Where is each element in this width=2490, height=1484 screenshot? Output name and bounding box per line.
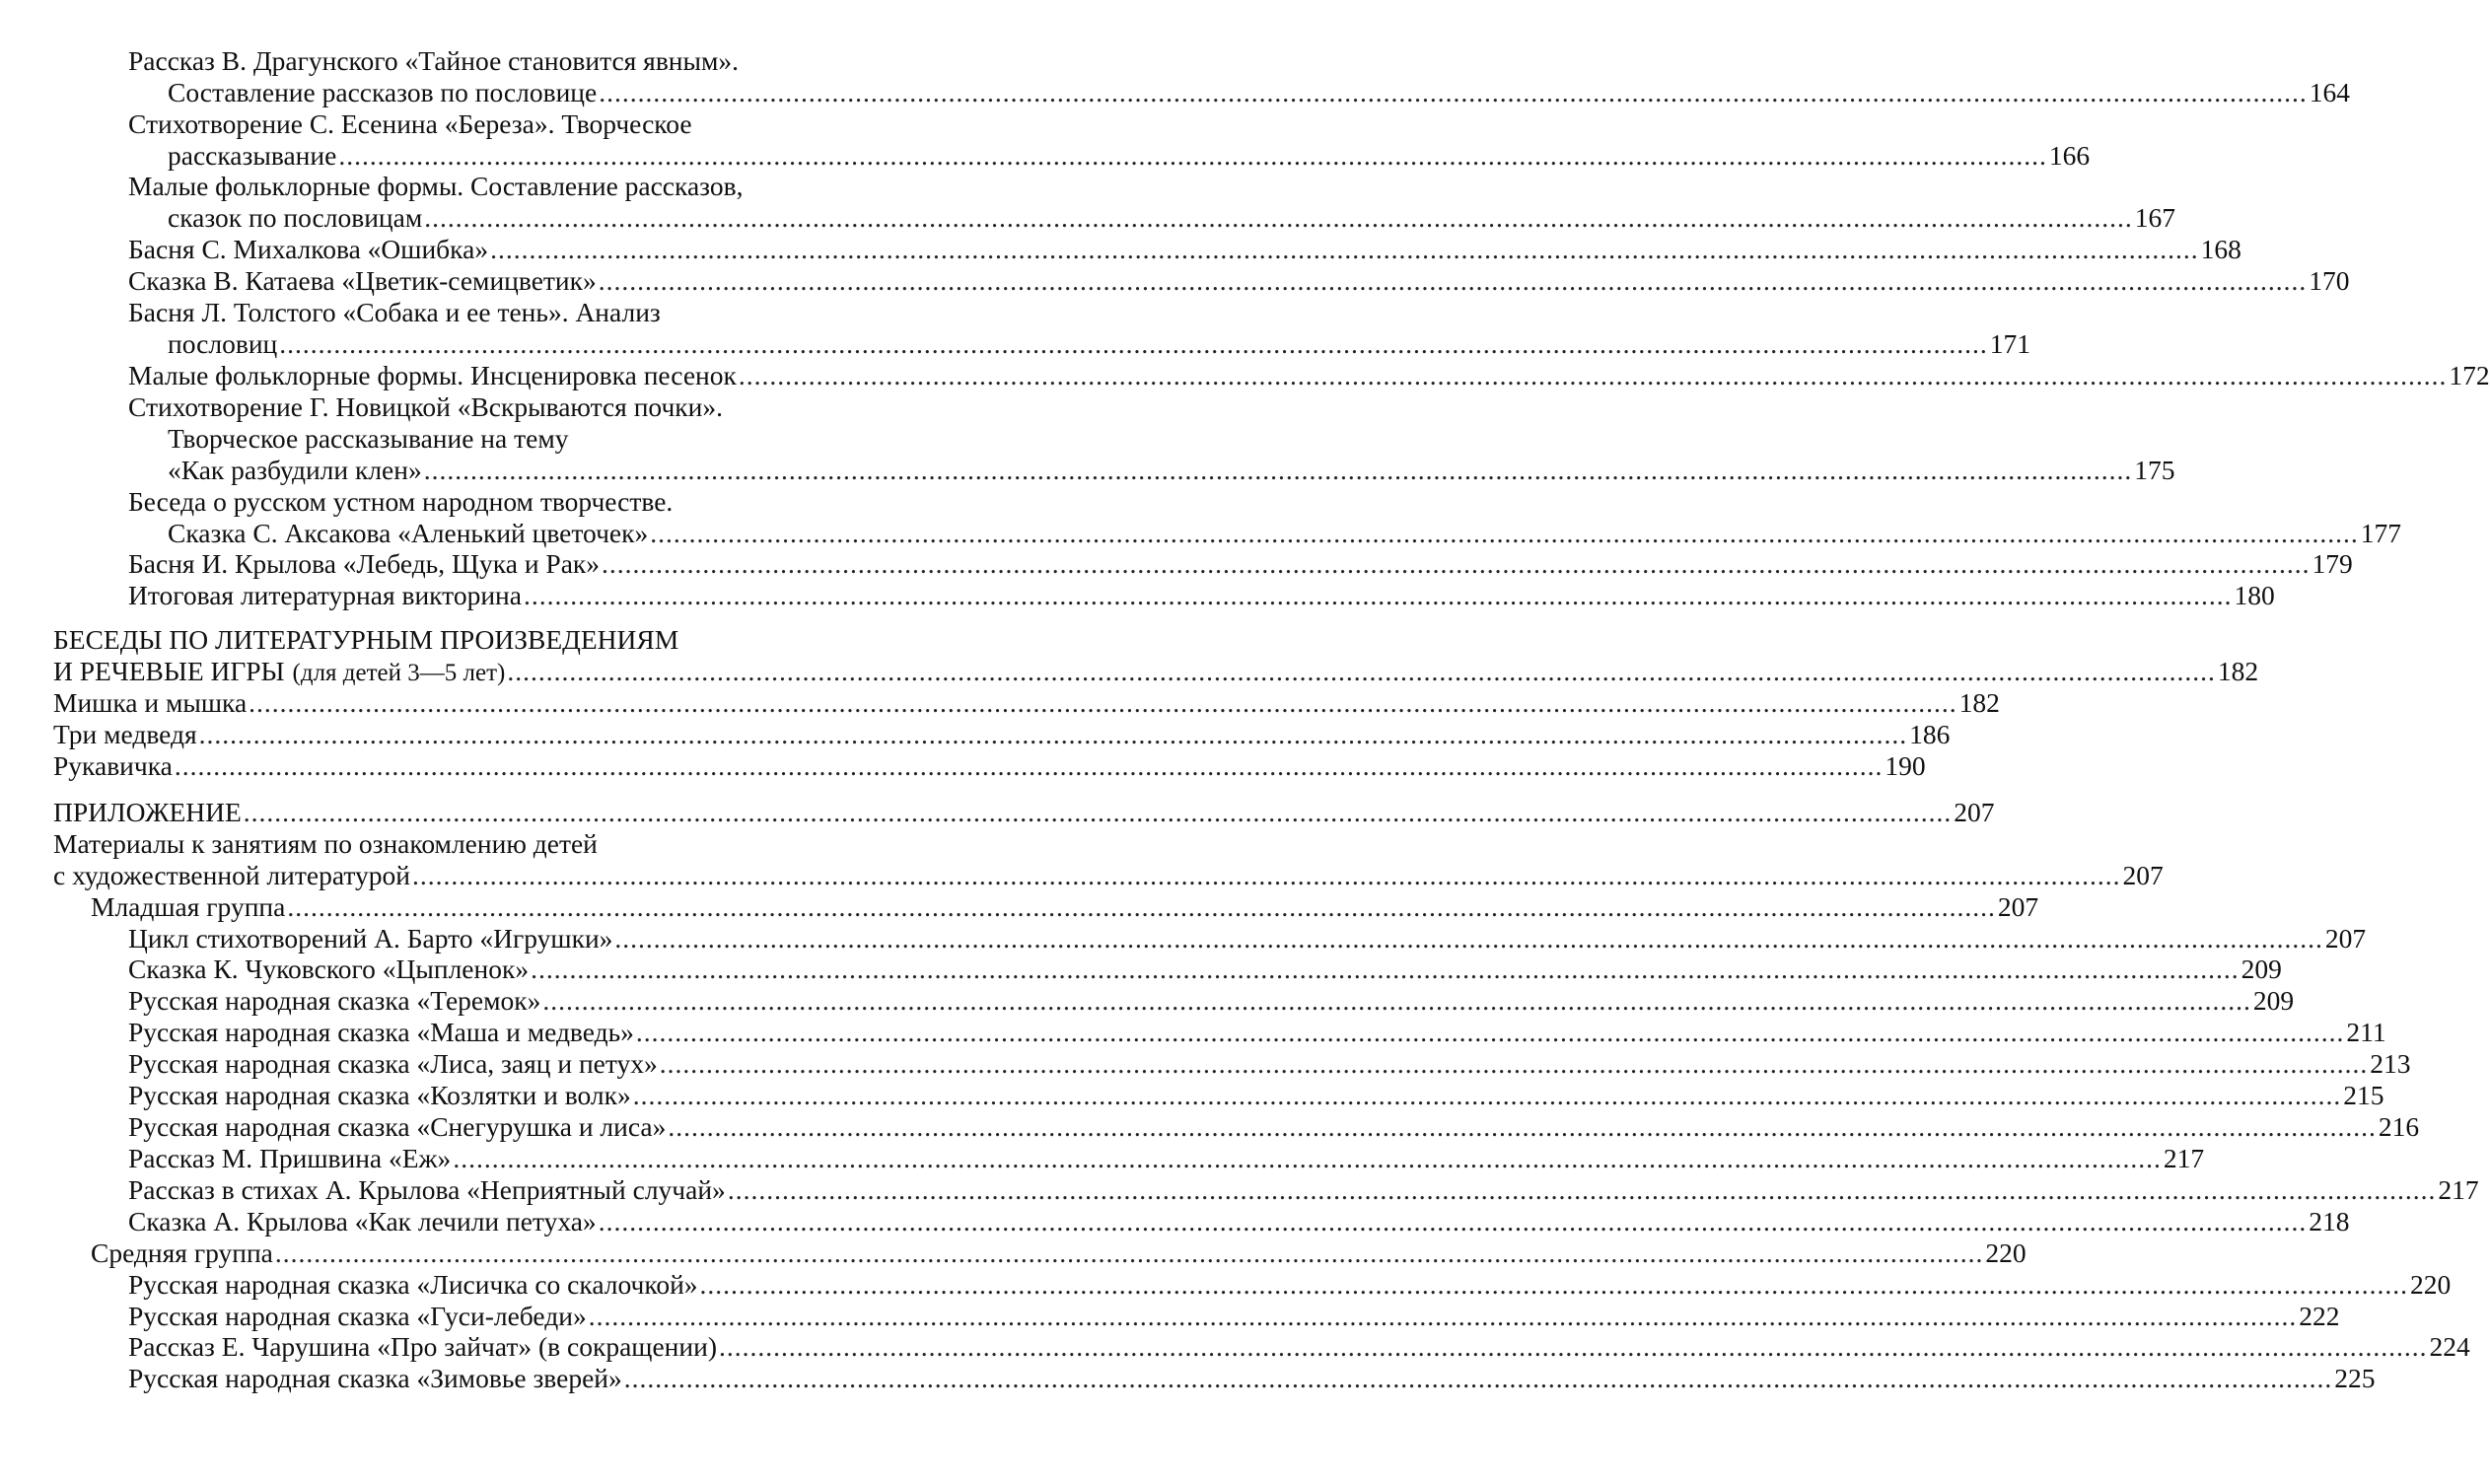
toc-entry: Русская народная сказка «Теремок» ............................................................................................................................................................................................................................ 209 — [128, 985, 2295, 1016]
dot-leader: ............................................................................................................................................................................................................................ — [274, 1237, 1984, 1268]
dot-leader: ............................................................................................................................................................................................................................ — [602, 548, 2311, 579]
toc-entry: Русская народная сказка «Маша и медведь» ............................................................................................................................................................................................................................ 211 — [128, 1017, 2386, 1047]
page-number: 209 — [2241, 954, 2282, 984]
dot-leader: ............................................................................................................................................................................................................................ — [598, 1206, 2308, 1237]
dot-leader: ............................................................................................................................................................................................................................ — [738, 360, 2448, 390]
toc-entry: Малые фольклорные формы. Инсценировка песенок ............................................................................................................................................................................................................................ 172 — [128, 360, 2490, 390]
toc-entry: Русская народная сказка «Снегурушка и лиса» ............................................................................................................................................................................................................................ 216 — [128, 1111, 2420, 1142]
page-number: 172 — [2449, 360, 2490, 390]
page-number: 225 — [2334, 1363, 2376, 1393]
page-number: 207 — [2122, 860, 2164, 890]
toc-entry: Сказка В. Катаева «Цветик-семицветик» ............................................................................................................................................................................................................................ 170 — [128, 265, 2350, 296]
toc-entry: Сказка С. Аксакова «Аленький цветочек» ............................................................................................................................................................................................................................ 177 — [168, 518, 2401, 548]
dot-leader: ............................................................................................................................................................................................................................ — [650, 518, 2359, 548]
toc-entry: Сказка К. Чуковского «Цыпленок» ............................................................................................................................................................................................................................ 209 — [128, 954, 2282, 984]
page-number: 164 — [2309, 77, 2350, 107]
dot-leader: ............................................................................................................................................................................................................................ — [727, 1174, 2437, 1205]
toc-entry: Рукавичка ............................................................................................................................................................................................................................ 190 — [53, 750, 1926, 781]
page-number: 215 — [2343, 1080, 2384, 1110]
page-number: 207 — [1954, 797, 1995, 827]
dot-leader: ............................................................................................................................................................................................................................ — [623, 1363, 2333, 1393]
page-number: 217 — [2163, 1143, 2205, 1173]
toc-line: Басня Л. Толстого «Собака и ее тень». Анализ — [128, 297, 661, 327]
dot-leader: ............................................................................................................................................................................................................................ — [523, 580, 2233, 610]
page-number: 186 — [1909, 719, 1951, 749]
toc-entry: с художественной литературой ............................................................................................................................................................................................................................ 207 — [53, 860, 2164, 890]
page-number: 211 — [2346, 1017, 2386, 1047]
page-number: 177 — [2360, 518, 2401, 548]
toc-entry: Русская народная сказка «Гуси-лебеди» ............................................................................................................................................................................................................................ 222 — [128, 1301, 2340, 1331]
dot-leader: ............................................................................................................................................................................................................................ — [614, 923, 2323, 954]
toc-entry: Составление рассказов по пословице ............................................................................................................................................................................................................................ 164 — [168, 77, 2350, 107]
page-number: 166 — [2048, 140, 2091, 171]
dot-leader: ............................................................................................................................................................................................................................ — [249, 687, 1957, 718]
page-number: 207 — [1997, 891, 2039, 922]
toc-entry: ПРИЛОЖЕНИЕ ............................................................................................................................................................................................................................ 207 — [53, 797, 1995, 827]
dot-leader: ............................................................................................................................................................................................................................ — [411, 860, 2121, 890]
toc-entry: Русская народная сказка «Козлятки и волк» ............................................................................................................................................................................................................................ 215 — [128, 1080, 2384, 1110]
dot-leader: ............................................................................................................................................................................................................................ — [198, 719, 1908, 749]
page-number: 217 — [2438, 1174, 2479, 1205]
toc-entry: Русская народная сказка «Зимовье зверей» ............................................................................................................................................................................................................................ 225 — [128, 1363, 2376, 1393]
toc-line: Беседа о русском устном народном творчестве. — [128, 486, 674, 517]
toc-entry: Рассказ М. Пришвина «Еж» ............................................................................................................................................................................................................................ 217 — [128, 1143, 2205, 1173]
section-heading: БЕСЕДЫ ПО ЛИТЕРАТУРНЫМ ПРОИЗВЕДЕНИЯМ — [53, 624, 679, 655]
page-number: 209 — [2252, 985, 2295, 1016]
page-number: 180 — [2234, 580, 2275, 610]
toc-entry: Цикл стихотворений А. Барто «Игрушки» ............................................................................................................................................................................................................................ 207 — [128, 923, 2367, 954]
page-number: 179 — [2312, 548, 2353, 579]
dot-leader: ............................................................................................................................................................................................................................ — [423, 455, 2133, 485]
toc-entry: Басня С. Михалкова «Ошибка» ............................................................................................................................................................................................................................ 168 — [128, 234, 2241, 264]
page-number: 168 — [2200, 234, 2241, 264]
dot-leader: ............................................................................................................................................................................................................................ — [453, 1143, 2162, 1173]
age-note: (для детей 3—5 лет) — [292, 660, 506, 686]
toc-entry: Басня И. Крылова «Лебедь, Щука и Рак» ............................................................................................................................................................................................................................ 179 — [128, 548, 2353, 579]
toc-entry: «Как разбудили клен» ............................................................................................................................................................................................................................ 175 — [168, 455, 2175, 485]
dot-leader: ............................................................................................................................................................................................................................ — [718, 1331, 2428, 1362]
toc-entry: Сказка А. Крылова «Как лечили петуха» ............................................................................................................................................................................................................................ 218 — [128, 1206, 2350, 1237]
dot-leader: ............................................................................................................................................................................................................................ — [598, 265, 2308, 296]
toc-entry: Русская народная сказка «Лиса, заяц и петух» ............................................................................................................................................................................................................................ 213 — [128, 1048, 2411, 1079]
dot-leader: ............................................................................................................................................................................................................................ — [668, 1111, 2377, 1142]
toc-entry: И РЕЧЕВЫЕ ИГРЫ (для детей 3—5 лет) ............................................................................................................................................................................................................................ 182 — [53, 656, 895, 689]
toc-line: Творческое рассказывание на тему — [168, 423, 569, 454]
dot-leader: ............................................................................................................................................................................................................................ — [659, 1048, 2369, 1079]
dot-leader: ............................................................................................................................................................................................................................ — [635, 1017, 2345, 1047]
page-number: 213 — [2370, 1048, 2411, 1079]
toc-entry: Рассказ Е. Чарушина «Про зайчат» (в сокращении) ............................................................................................................................................................................................................................ 224 — [128, 1331, 2470, 1362]
toc-line: Стихотворение Г. Новицкой «Вскрываются почки». — [128, 391, 723, 422]
page-number: 220 — [2410, 1269, 2452, 1300]
toc-entry: Русская народная сказка «Лисичка со скалочкой» ............................................................................................................................................................................................................................ 220 — [128, 1269, 2452, 1300]
page-number: 167 — [2134, 202, 2175, 233]
dot-leader: ............................................................................................................................................................................................................................ — [599, 77, 2308, 107]
dot-leader: ............................................................................................................................................................................................................................ — [632, 1080, 2342, 1110]
dot-leader: ............................................................................................................................................................................................................................ — [338, 140, 2047, 171]
dot-leader: ............................................................................................................................................................................................................................ — [490, 234, 2199, 264]
page-number: 222 — [2299, 1301, 2340, 1331]
toc-entry: пословиц ............................................................................................................................................................................................................................ 171 — [168, 328, 2030, 359]
page-number: 170 — [2309, 265, 2350, 296]
page-number: 190 — [1885, 750, 1926, 781]
toc-line: Материалы к занятиям по ознакомлению детей — [53, 828, 598, 859]
toc-entry: Младшая группа ............................................................................................................................................................................................................................ 207 — [91, 891, 2039, 922]
toc-entry: Средняя группа ............................................................................................................................................................................................................................ 220 — [91, 1237, 2027, 1268]
toc-entry: Рассказ в стихах А. Крылова «Неприятный случай» ............................................................................................................................................................................................................................ 217 — [128, 1174, 2479, 1205]
dot-leader: ............................................................................................................................................................................................................................ — [287, 891, 1996, 922]
toc-line: Малые фольклорные формы. Составление рассказов, — [128, 171, 744, 201]
dot-leader: ............................................................................................................................................................................................................................ — [507, 656, 2216, 686]
page-number: 218 — [2309, 1206, 2350, 1237]
page-number: 171 — [1989, 328, 2030, 359]
toc-entry: Три медведя ............................................................................................................................................................................................................................ 186 — [53, 719, 1951, 749]
dot-leader: ............................................................................................................................................................................................................................ — [243, 797, 1953, 827]
dot-leader: ............................................................................................................................................................................................................................ — [424, 202, 2133, 233]
page-number: 207 — [2324, 923, 2367, 954]
page-number: 216 — [2378, 1111, 2420, 1142]
toc-entry: рассказывание ............................................................................................................................................................................................................................ 166 — [168, 140, 2091, 171]
page-number: 224 — [2429, 1331, 2470, 1362]
dot-leader: ............................................................................................................................................................................................................................ — [531, 954, 2240, 984]
toc-entry: сказок по пословицам ............................................................................................................................................................................................................................ 167 — [168, 202, 2175, 233]
dot-leader: ............................................................................................................................................................................................................................ — [588, 1301, 2298, 1331]
dot-leader: ............................................................................................................................................................................................................................ — [174, 750, 1884, 781]
toc-line: Стихотворение С. Есенина «Береза». Творческое — [128, 108, 692, 139]
dot-leader: ............................................................................................................................................................................................................................ — [542, 985, 2251, 1016]
page-number: 175 — [2134, 455, 2175, 485]
page-number: 182 — [2217, 656, 2259, 686]
toc-entry: Мишка и мышка ............................................................................................................................................................................................................................ 182 — [53, 687, 2000, 718]
toc-line: Рассказ В. Драгунского «Тайное становится явным». — [128, 45, 740, 76]
page-number: 220 — [1985, 1237, 2027, 1268]
page-number: 182 — [1958, 687, 2000, 718]
toc-entry: Итоговая литературная викторина ............................................................................................................................................................................................................................ 180 — [128, 580, 2275, 610]
dot-leader: ............................................................................................................................................................................................................................ — [699, 1269, 2409, 1300]
dot-leader: ............................................................................................................................................................................................................................ — [279, 328, 1988, 359]
